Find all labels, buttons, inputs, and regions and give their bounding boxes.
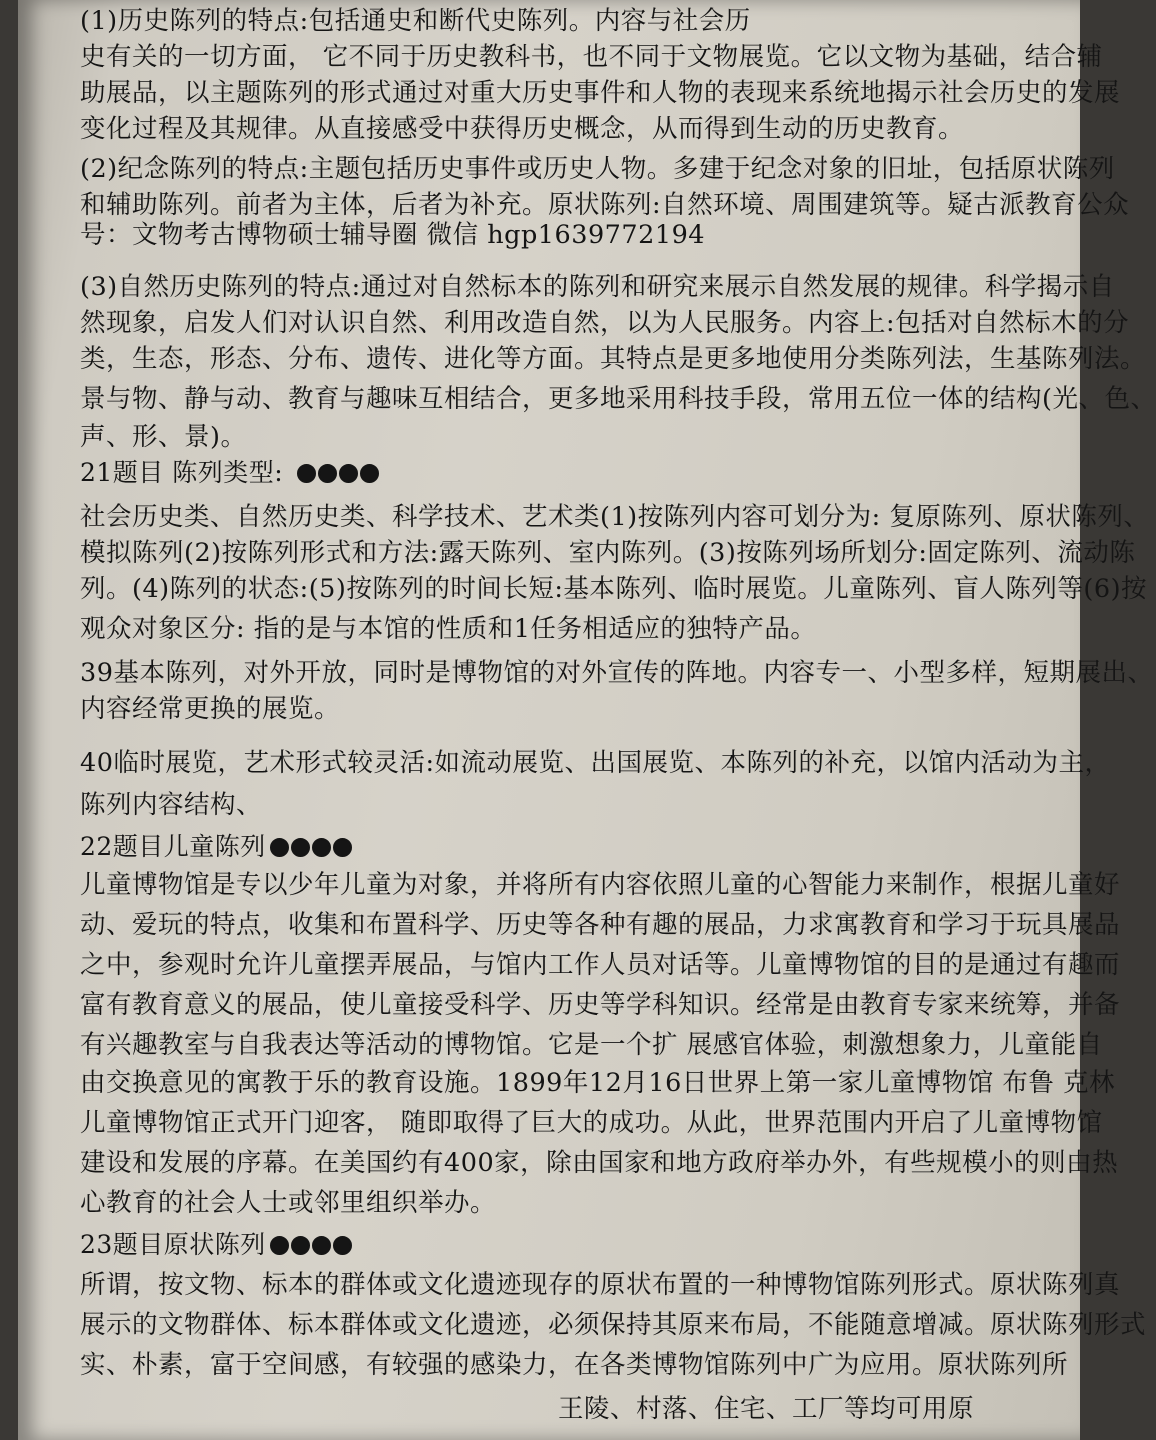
- rating-dot-icon: [297, 464, 316, 483]
- rating-dot-icon: [333, 1236, 352, 1255]
- text-line: 儿童博物馆是专以少年儿童为对象，并将所有内容依照儿童的心智能力来制作，根据儿童好: [80, 870, 1121, 900]
- text-line: 模拟陈列(2)按陈列形式和方法:露天陈列、室内陈列。(3)按陈列场所划分:固定陈列、流动陈: [80, 538, 1136, 568]
- section-heading-22: [80, 830, 1040, 864]
- text-line: 然现象，启发人们对认识自然、利用改造自然，以为人民服务。内容上:包括对自然标木的分: [80, 308, 1130, 338]
- book-page: [18, 0, 1156, 1440]
- heading-text: 21题目 陈列类型:: [80, 458, 284, 487]
- rating-dot-icon: [318, 464, 337, 483]
- text-line: 号：文物考古博物硕士辅导圈 微信 hgp1639772194: [80, 220, 706, 250]
- text-line: 王陵、村落、住宅、工厂等均可用原: [558, 1394, 975, 1424]
- text-line: 动、爱玩的特点，收集和布置科学、历史等各种有趣的展品，力求寓教育和学习于玩具展品: [80, 910, 1121, 940]
- text-line: 史有关的一切方面， 它不同于历史教科书，也不同于文物展览。它以文物为基础，结合辅: [80, 42, 1103, 72]
- text-line: 所谓，按文物、标本的群体或文化遗迹现存的原状布置的一种博物馆陈列形式。原状陈列真: [80, 1270, 1121, 1300]
- text-line: 39基本陈列，对外开放，同时是博物馆的对外宣传的阵地。内容专一、小型多样，短期展出、: [80, 658, 1154, 688]
- rating-dots: [270, 832, 354, 861]
- text-line: 之中，参观时允许儿童摆弄展品，与馆内工作人员对话等。儿童博物馆的目的是通过有趣而: [80, 950, 1121, 980]
- rating-dot-icon: [312, 1236, 331, 1255]
- text-line: 富有教育意义的展品，使儿童接受科学、历史等学科知识。经常是由教育专家来统筹，并备: [80, 990, 1121, 1020]
- rating-dot-icon: [270, 1236, 289, 1255]
- rating-dot-icon: [339, 464, 358, 483]
- rating-dot-icon: [291, 838, 310, 857]
- text-line: 社会历史类、自然历史类、科学技术、艺术类(1)按陈列内容可划分为: 复原陈列、原状陈列、: [80, 502, 1150, 532]
- text-line: (3)自然历史陈列的特点:通过对自然标本的陈列和研究来展示自然发展的规律。科学揭示自: [80, 272, 1115, 302]
- text-line: 观众对象区分: 指的是与本馆的性质和1任务相适应的独特产品。: [80, 614, 817, 644]
- text-line: 变化过程及其规律。从直接感受中获得历史概念，从而得到生动的历史教育。: [80, 114, 965, 144]
- text-line: 类，生态，形态、分布、遗传、进化等方面。其特点是更多地使用分类陈列法，生基陈列法。: [80, 344, 1147, 374]
- text-line: 心教育的社会人士或邻里组织举办。: [80, 1188, 497, 1218]
- text-line: 40临时展览，艺术形式较灵活:如流动展览、出国展览、本陈列的补充，以馆内活动为主，: [80, 748, 1111, 778]
- text-line: 内容经常更换的展览。: [80, 694, 341, 724]
- heading-text: 23题目原状陈列: [80, 1230, 266, 1259]
- rating-dot-icon: [333, 838, 352, 857]
- text-line: 儿童博物馆正式开门迎客， 随即取得了巨大的成功。从此，世界范围内开启了儿童博物馆: [80, 1108, 1103, 1138]
- text-line: 景与物、静与动、教育与趣味互相结合，更多地采用科技手段，常用五位一体的结构(光、色、: [80, 384, 1156, 414]
- rating-dot-icon: [270, 838, 289, 857]
- text-line: 陈列内容结构、: [80, 790, 263, 820]
- text-line: 有兴趣教室与自我表达等活动的博物馆。它是一个扩 展感官体验，刺激想象力，儿童能自: [80, 1030, 1103, 1060]
- rating-dots: [270, 1230, 354, 1259]
- text-line: (2)纪念陈列的特点:主题包括历史事件或历史人物。多建于纪念对象的旧址，包括原状陈列: [80, 154, 1115, 184]
- heading-text: 22题目儿童陈列: [80, 832, 266, 861]
- text-line: 实、朴素，富于空间感，有较强的感染力，在各类博物馆陈列中广为应用。原状陈列所: [80, 1350, 1069, 1380]
- rating-dots: [297, 458, 381, 487]
- text-line: 由交换意见的寓教于乐的教育设施。1899年12月16日世界上第一家儿童博物馆 布鲁 克林: [80, 1068, 1116, 1098]
- text-line: 助展品，以主题陈列的形式通过对重大历史事件和人物的表现来系统地揭示社会历史的发展: [80, 78, 1121, 108]
- text-line: 展示的文物群体、标本群体或文化遗迹，必须保持其原来布局，不能随意增减。原状陈列形式: [80, 1310, 1147, 1340]
- text-line: 声、形、景)。: [80, 422, 247, 452]
- rating-dot-icon: [360, 464, 379, 483]
- rating-dot-icon: [291, 1236, 310, 1255]
- text-line: 列。(4)陈列的状态:(5)按陈列的时间长短:基本陈列、临时展览。儿童陈列、盲人陈列等(6)按: [80, 574, 1148, 604]
- rating-dot-icon: [312, 838, 331, 857]
- section-heading-23: [80, 1228, 1040, 1262]
- section-heading-21: [80, 456, 1040, 490]
- text-line: 建设和发展的序幕。在美国约有400家，除由国家和地方政府举办外，有些规模小的则由热: [80, 1148, 1119, 1178]
- text-line: (1)历史陈列的特点:包括通史和断代史陈列。内容与社会历: [80, 6, 751, 36]
- text-line: 和辅助陈列。前者为主体，后者为补充。原状陈列:自然环境、周围建筑等。疑古派教育公众: [80, 190, 1130, 220]
